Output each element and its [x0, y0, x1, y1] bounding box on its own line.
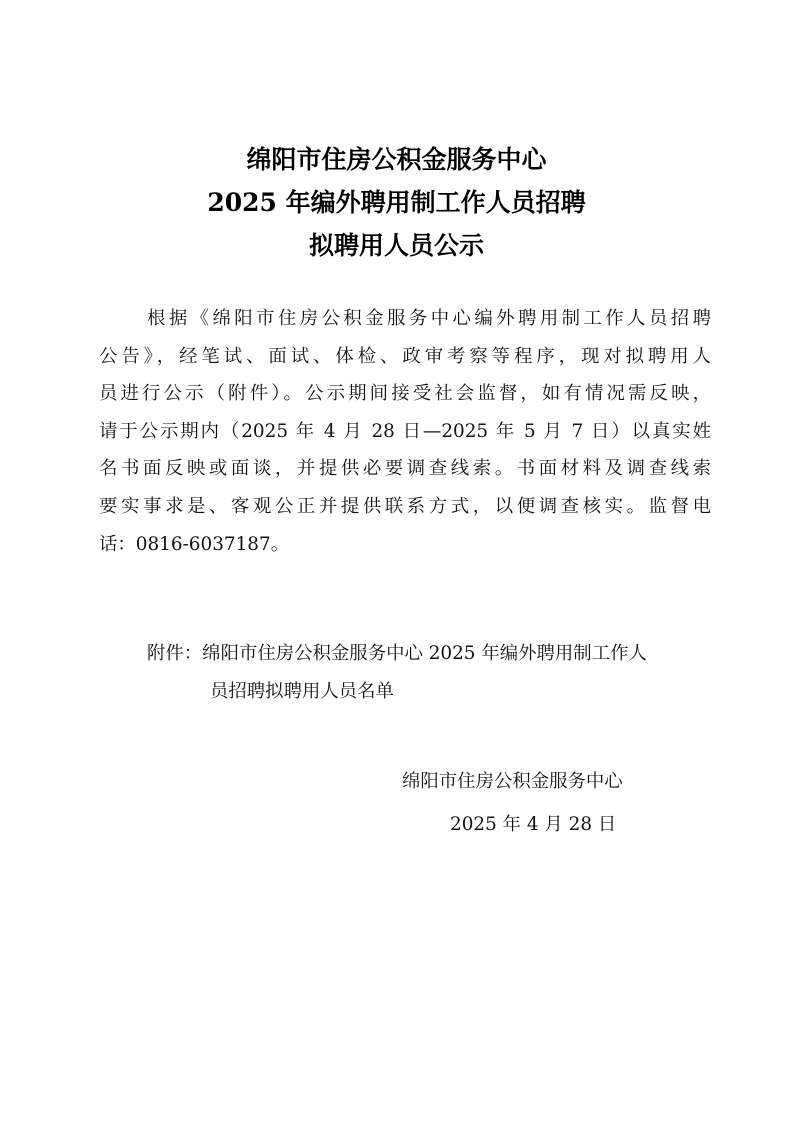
body-line-3: 员进行公示（附件）。公示期间接受社会监督，如有情况需反映，: [99, 383, 711, 405]
title-line-2: 2025 年编外聘用制工作人员招聘: [207, 188, 586, 217]
body-line-1: 根据《绵阳市住房公积金服务中心编外聘用制工作人员招聘: [147, 308, 711, 329]
attachment-line-2: 员招聘拟聘用人员名单: [210, 680, 394, 702]
body-line-7: 话：0816-6037187。: [99, 533, 290, 555]
body-line-5: 名书面反映或面谈，并提供必要调查线索。书面材料及调查线索: [99, 458, 711, 480]
body-line-6: 要实事求是、客观公正并提供联系方式，以便调查核实。监督电: [99, 495, 711, 517]
signature-organization: 绵阳市住房公积金服务中心: [402, 771, 623, 792]
announcement-body: [99, 300, 711, 563]
title-line-3: 拟聘用人员公示: [308, 231, 484, 260]
signature-date: 2025 年 4 月 28 日: [450, 814, 617, 835]
body-line-4: 请于公示期内（2025 年 4 月 28 日—2025 年 5 月 7 日）以真实姓: [99, 420, 711, 442]
document-title: [0, 138, 793, 267]
body-line-2: 公告》，经笔试、面试、体检、政审考察等程序，现对拟聘用人: [99, 345, 711, 367]
attachment-line-1: 附件：绵阳市住房公积金服务中心 2025 年编外聘用制工作人: [147, 643, 647, 664]
title-line-1: 绵阳市住房公积金服务中心: [246, 145, 547, 174]
attachment-note: [147, 635, 717, 710]
